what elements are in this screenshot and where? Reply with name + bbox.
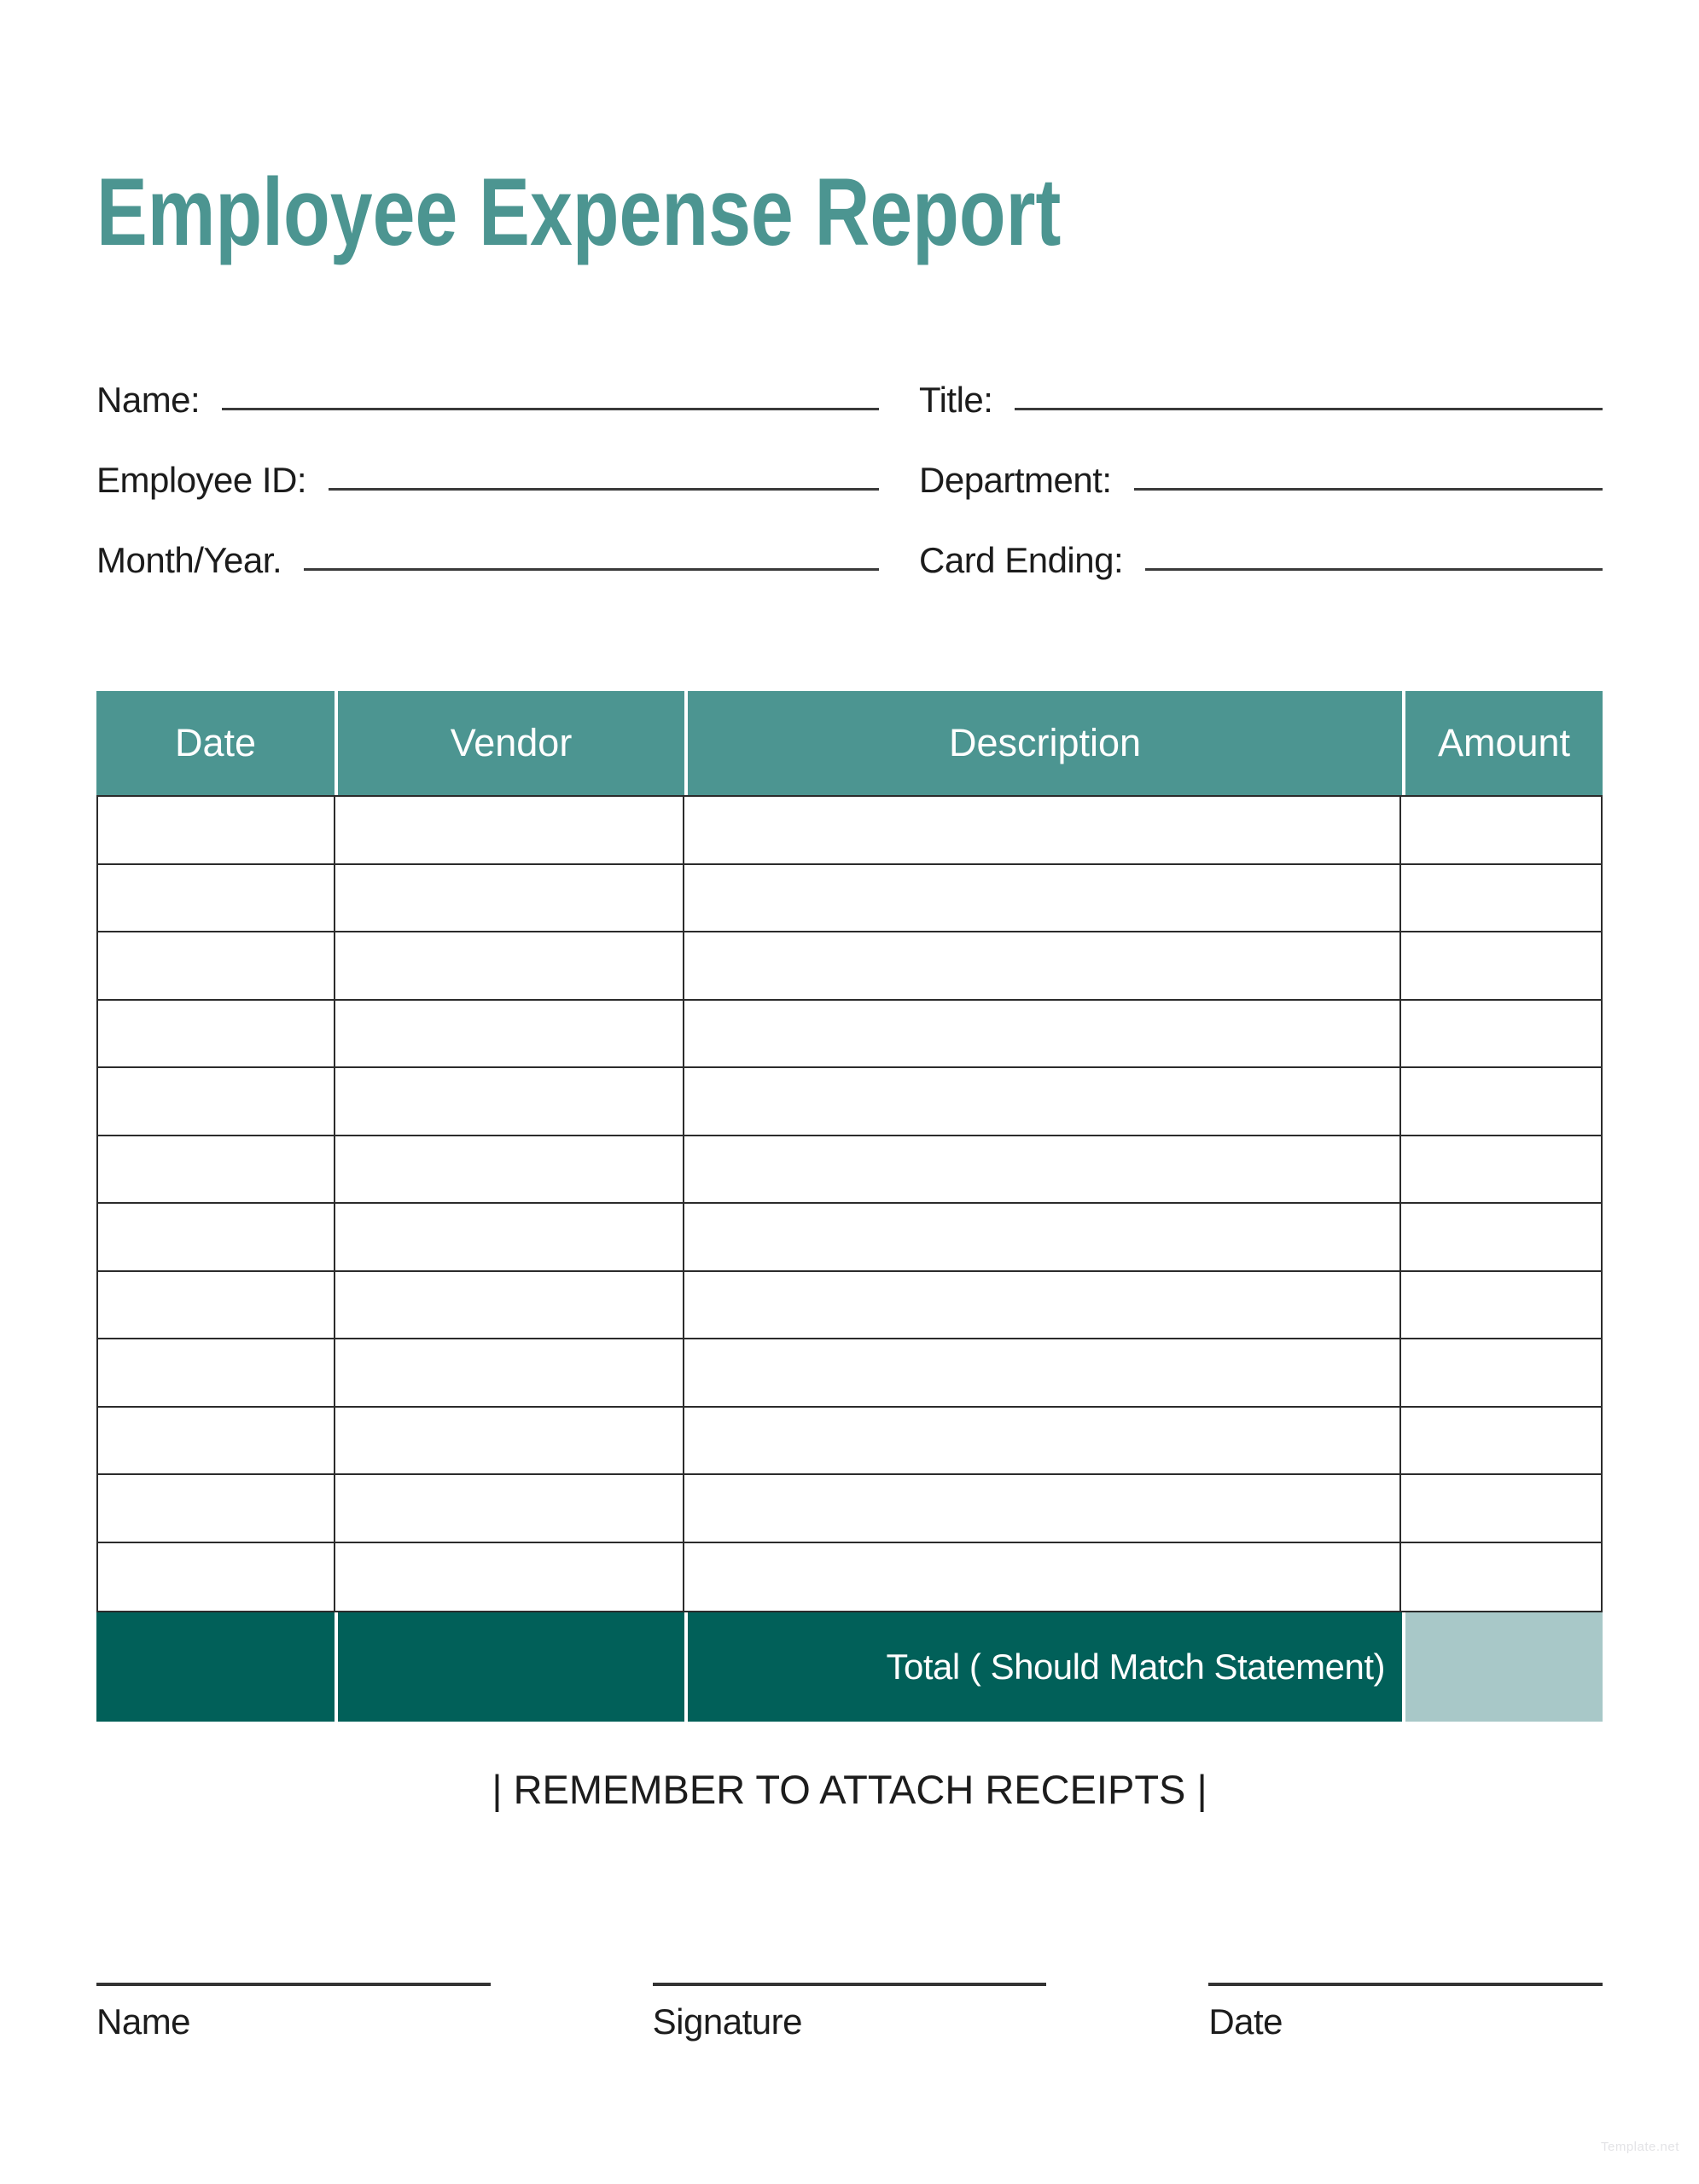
cell-amount-row-11[interactable] — [1401, 1475, 1601, 1542]
table-row — [98, 1001, 1601, 1069]
cell-amount-row-8[interactable] — [1401, 1272, 1601, 1339]
field-row-card-ending — [919, 498, 1603, 578]
cell-vendor-row-9[interactable] — [335, 1339, 684, 1406]
column-header-vendor: Vendor — [335, 691, 684, 795]
footer-vendor-cell — [335, 1612, 684, 1722]
table-row — [98, 932, 1601, 1001]
cell-date-row-4[interactable] — [98, 1001, 335, 1067]
field-label-month-year: Month/Year. — [96, 540, 282, 580]
column-header-description: Description — [684, 691, 1402, 795]
cell-vendor-row-1[interactable] — [335, 797, 684, 863]
table-row — [98, 1068, 1601, 1136]
fields-left-column — [96, 338, 879, 578]
table-row — [98, 1272, 1601, 1340]
cell-date-row-12[interactable] — [98, 1543, 335, 1612]
cell-amount-row-7[interactable] — [1401, 1204, 1601, 1270]
cell-amount-row-5[interactable] — [1401, 1068, 1601, 1135]
cell-description-row-10[interactable] — [684, 1408, 1400, 1474]
cell-date-row-5[interactable] — [98, 1068, 335, 1135]
cell-vendor-row-6[interactable] — [335, 1136, 684, 1203]
signature-section — [96, 1983, 1603, 2042]
cell-date-row-11[interactable] — [98, 1475, 335, 1542]
column-header-amount: Amount — [1402, 691, 1603, 795]
cell-description-row-4[interactable] — [684, 1001, 1400, 1067]
signature-label-name: Name — [96, 2001, 191, 2042]
cell-amount-row-10[interactable] — [1401, 1408, 1601, 1474]
footer-total-label: Total ( Should Match Statement) — [684, 1612, 1402, 1722]
footer-amount-total-cell[interactable] — [1402, 1612, 1603, 1722]
signature-line-name[interactable] — [96, 1983, 491, 1986]
cell-description-row-1[interactable] — [684, 797, 1400, 863]
cell-vendor-row-12[interactable] — [335, 1543, 684, 1612]
cell-amount-row-6[interactable] — [1401, 1136, 1601, 1203]
table-body — [96, 795, 1603, 1612]
expense-table — [96, 691, 1603, 1722]
field-label-name: Name: — [96, 380, 201, 420]
field-input-line-month-year[interactable] — [304, 543, 879, 571]
cell-vendor-row-3[interactable] — [335, 932, 684, 999]
cell-description-row-11[interactable] — [684, 1475, 1400, 1542]
cell-date-row-2[interactable] — [98, 865, 335, 932]
cell-vendor-row-11[interactable] — [335, 1475, 684, 1542]
field-label-department: Department: — [919, 460, 1112, 500]
cell-date-row-10[interactable] — [98, 1408, 335, 1474]
table-header-row — [96, 691, 1603, 795]
signature-line-date[interactable] — [1208, 1983, 1603, 1986]
fields-right-column — [919, 338, 1603, 578]
table-row — [98, 1136, 1601, 1205]
signature-block-signature — [653, 1983, 1047, 2042]
field-row-month-year — [96, 498, 879, 578]
cell-description-row-12[interactable] — [684, 1543, 1400, 1612]
table-row — [98, 797, 1601, 865]
cell-date-row-7[interactable] — [98, 1204, 335, 1270]
cell-amount-row-2[interactable] — [1401, 865, 1601, 932]
cell-date-row-9[interactable] — [98, 1339, 335, 1406]
field-row-name — [96, 338, 879, 418]
cell-description-row-3[interactable] — [684, 932, 1400, 999]
field-label-employee-id: Employee ID: — [96, 460, 307, 500]
cell-description-row-2[interactable] — [684, 865, 1400, 932]
field-input-line-card-ending[interactable] — [1145, 543, 1603, 571]
cell-amount-row-1[interactable] — [1401, 797, 1601, 863]
table-row — [98, 1339, 1601, 1408]
field-row-department — [919, 418, 1603, 498]
field-label-card-ending: Card Ending: — [919, 540, 1124, 580]
form-fields-section — [96, 338, 1603, 578]
page-title: Employee Expense Report — [96, 159, 1062, 265]
cell-amount-row-9[interactable] — [1401, 1339, 1601, 1406]
cell-vendor-row-7[interactable] — [335, 1204, 684, 1270]
cell-description-row-7[interactable] — [684, 1204, 1400, 1270]
cell-description-row-9[interactable] — [684, 1339, 1400, 1406]
cell-vendor-row-5[interactable] — [335, 1068, 684, 1135]
watermark: Template.net — [1601, 2140, 1679, 2154]
table-row — [98, 1475, 1601, 1543]
signature-block-date — [1208, 1983, 1603, 2042]
cell-amount-row-12[interactable] — [1401, 1543, 1601, 1612]
field-row-title — [919, 338, 1603, 418]
cell-date-row-8[interactable] — [98, 1272, 335, 1339]
cell-date-row-1[interactable] — [98, 797, 335, 863]
cell-vendor-row-2[interactable] — [335, 865, 684, 932]
field-row-employee-id — [96, 418, 879, 498]
table-row — [98, 865, 1601, 933]
table-footer-row — [96, 1612, 1603, 1722]
attach-receipts-notice: | REMEMBER TO ATTACH RECEIPTS | — [492, 1767, 1207, 1812]
signature-line-signature[interactable] — [653, 1983, 1047, 1986]
footer-date-cell — [96, 1612, 335, 1722]
field-input-line-name[interactable] — [222, 382, 879, 410]
field-input-line-employee-id[interactable] — [329, 462, 879, 491]
cell-amount-row-4[interactable] — [1401, 1001, 1601, 1067]
signature-label-signature: Signature — [652, 2001, 802, 2042]
cell-description-row-8[interactable] — [684, 1272, 1400, 1339]
cell-description-row-6[interactable] — [684, 1136, 1400, 1203]
field-input-line-department[interactable] — [1134, 462, 1603, 491]
field-label-title: Title: — [919, 380, 993, 420]
table-row — [98, 1204, 1601, 1272]
cell-amount-row-3[interactable] — [1401, 932, 1601, 999]
cell-description-row-5[interactable] — [684, 1068, 1400, 1135]
table-row — [98, 1408, 1601, 1476]
cell-date-row-6[interactable] — [98, 1136, 335, 1203]
field-input-line-title[interactable] — [1015, 382, 1603, 410]
cell-vendor-row-8[interactable] — [335, 1272, 684, 1339]
cell-vendor-row-10[interactable] — [335, 1408, 684, 1474]
signature-label-date: Date — [1208, 2001, 1283, 2042]
table-row — [98, 1543, 1601, 1612]
signature-block-name — [96, 1983, 491, 2042]
cell-vendor-row-4[interactable] — [335, 1001, 684, 1067]
cell-date-row-3[interactable] — [98, 932, 335, 999]
column-header-date: Date — [174, 721, 257, 764]
